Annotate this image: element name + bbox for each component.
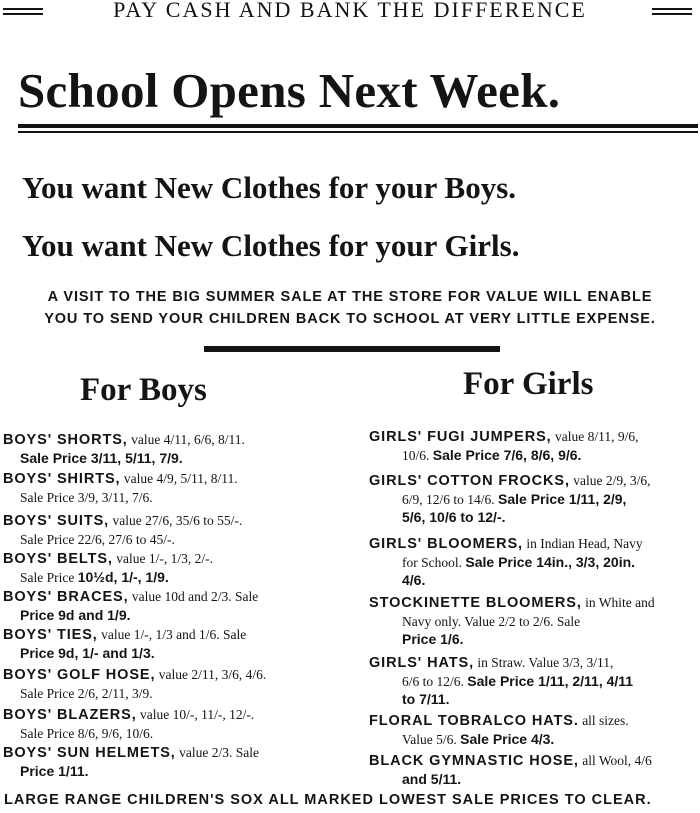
girls-item: GIRLS' BLOOMERS, in Indian Head, Navy for School. Sale Price 14in., 3/3, 20in. 4/6. [369, 536, 643, 588]
boys-heading: For Boys [80, 372, 207, 408]
visit-line-2: YOU TO SEND YOUR CHILDREN BACK TO SCHOOL AT VERY LITTLE EXPENSE. [44, 311, 656, 327]
girls-item: GIRLS' FUGI JUMPERS, value 8/11, 9/6, 10/6. Sale Price 7/6, 8/6, 9/6. [369, 429, 639, 463]
visit-line-1: A VISIT TO THE BIG SUMMER SALE AT THE STORE FOR VALUE WILL ENABLE [47, 289, 653, 305]
boys-item: BOYS' SUITS, value 27/6, 35/6 to 55/-. Sale Price 22/6, 27/6 to 45/-. [3, 513, 243, 547]
girls-item: BLACK GYMNASTIC HOSE, all Wool, 4/6 and 5/11. [369, 753, 652, 787]
headline-rule-bottom [18, 131, 698, 133]
subhead-boys: You want New Clothes for your Boys. [22, 170, 517, 205]
boys-item: BOYS' TIES, value 1/-, 1/3 and 1/6. Sale Price 9d, 1/- and 1/3. [3, 627, 247, 661]
boys-item: BOYS' BRACES, value 10d and 2/3. Sale Price 9d and 1/9. [3, 589, 259, 623]
boys-item: BOYS' BELTS, value 1/-, 1/3, 2/-. Sale Price 10½d, 1/-, 1/9. [3, 551, 213, 585]
girls-item: GIRLS' COTTON FROCKS, value 2/9, 3/6, 6/9, 12/6 to 14/6. Sale Price 1/11, 2/9, 5/6, 10/6 to 12/-. [369, 473, 651, 525]
boys-item: BOYS' SHIRTS, value 4/9, 5/11, 8/11. Sale Price 3/9, 3/11, 7/6. [3, 471, 238, 505]
headline-rule-top [18, 124, 698, 128]
divider-rule [204, 346, 500, 352]
boys-item: BOYS' BLAZERS, value 10/-, 11/-, 12/-. Sale Price 8/6, 9/6, 10/6. [3, 707, 255, 741]
boys-item: BOYS' SUN HELMETS, value 2/3. Sale Price 1/11. [3, 745, 259, 779]
boys-item: BOYS' GOLF HOSE, value 2/11, 3/6, 4/6. Sale Price 2/6, 2/11, 3/9. [3, 667, 267, 701]
boys-item: BOYS' SHORTS, value 4/11, 6/6, 8/11. Sale Price 3/11, 5/11, 7/9. [3, 432, 245, 466]
banner-text: PAY CASH AND BANK THE DIFFERENCE [113, 0, 587, 22]
girls-heading: For Girls [463, 366, 594, 402]
girls-item: STOCKINETTE BLOOMERS, in White and Navy only. Value 2/2 to 2/6. Sale Price 1/6. [369, 595, 655, 647]
footer-line: LARGE RANGE CHILDREN'S SOX ALL MARKED LOWEST SALE PRICES TO CLEAR. [4, 792, 652, 808]
girls-item: FLORAL TOBRALCO HATS. all sizes. Value 5/6. Sale Price 4/3. [369, 713, 629, 747]
subhead-girls: You want New Clothes for your Girls. [22, 228, 520, 263]
headline: School Opens Next Week. [18, 63, 561, 118]
girls-item: GIRLS' HATS, in Straw. Value 3/3, 3/11, 6/6 to 12/6. Sale Price 1/11, 2/11, 4/11 to 7/11. [369, 655, 634, 707]
